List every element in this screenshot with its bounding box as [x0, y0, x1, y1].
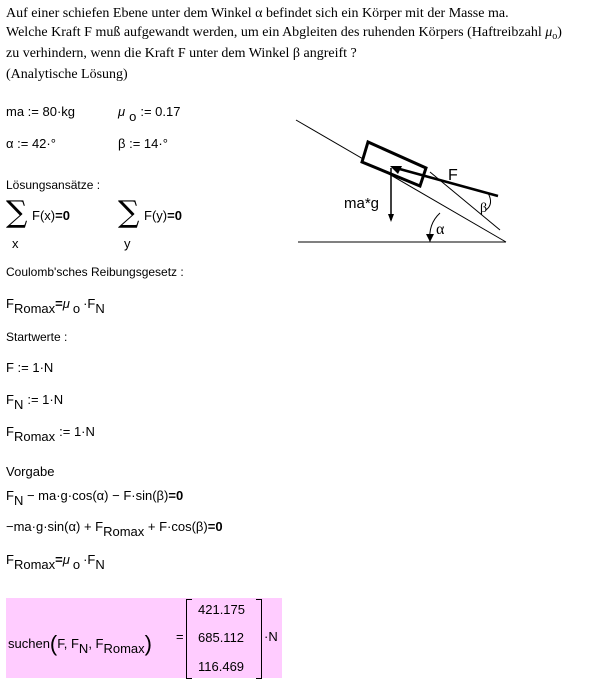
def-ma: ma := 80·kg: [6, 104, 76, 119]
sum-y-index: y: [124, 236, 131, 251]
coulomb-law: FRomax=μ o ·FN: [6, 296, 105, 316]
problem-line-4: (Analytische Lösung): [6, 67, 128, 82]
weight-arrowhead: [388, 214, 394, 222]
approach-heading: Lösungsansätze :: [6, 178, 101, 192]
given-equation-3: FRomax=μ o ·FN: [6, 552, 105, 572]
result-bracket-left: [186, 599, 192, 679]
solve-call: suchen(F, FN, FRomax): [8, 631, 152, 656]
weight-label: ma*g: [344, 195, 380, 212]
def-beta: β := 14·°: [118, 136, 168, 151]
start-heading: Startwerte :: [6, 330, 68, 344]
result-value-fromax: 116.469: [198, 659, 245, 674]
sum-x-symbol: ∑: [6, 195, 28, 230]
sum-x-expression: F(x)=0: [32, 208, 70, 223]
def-alpha: α := 42·°: [6, 136, 56, 151]
result-unit: ·N: [264, 629, 278, 644]
beta-label: β: [480, 201, 488, 216]
result-value-f: 421.175: [198, 602, 245, 617]
result-bracket-right: [256, 599, 262, 679]
start-f: F := 1·N: [6, 360, 54, 375]
problem-line-2: Welche Kraft F muß aufgewandt werden, um ein Abgleiten des ruhenden Körpers (Haftreibzahl $\mu_o$): [6, 25, 562, 42]
alpha-arrowhead: [426, 234, 434, 242]
solve-equals: =: [176, 629, 184, 644]
sum-y-expression: F(y)=0: [144, 208, 182, 223]
problem-line-3: zu verhindern, wenn die Kraft F unter dem Winkel β angreift ?: [6, 46, 357, 61]
start-fromax: FRomax := 1·N: [6, 424, 95, 444]
coulomb-heading: Coulomb'sches Reibungsgesetz :: [6, 265, 184, 279]
sum-x-index: x: [12, 236, 19, 251]
given-heading: Vorgabe: [6, 464, 55, 479]
given-equation-1: FN − ma·g·cos(α) − F·sin(β)=0: [6, 488, 184, 508]
def-mu: μ o := 0.17: [118, 104, 181, 124]
incline-line: [296, 120, 506, 242]
alpha-label: α: [436, 221, 445, 238]
sum-y-symbol: ∑: [118, 195, 140, 230]
body-block: [362, 142, 426, 186]
result-value-fn: 685.112: [198, 630, 245, 645]
inclined-plane-diagram: [290, 110, 520, 250]
given-equation-2: −ma·g·sin(α) + FRomax + F·cos(β)=0: [6, 519, 223, 539]
problem-line-1: Auf einer schiefen Ebene unter dem Winkel α befindet sich ein Körper mit der Masse ma.: [6, 6, 509, 21]
force-label: F: [448, 167, 458, 184]
start-fn: FN := 1·N: [6, 392, 64, 412]
